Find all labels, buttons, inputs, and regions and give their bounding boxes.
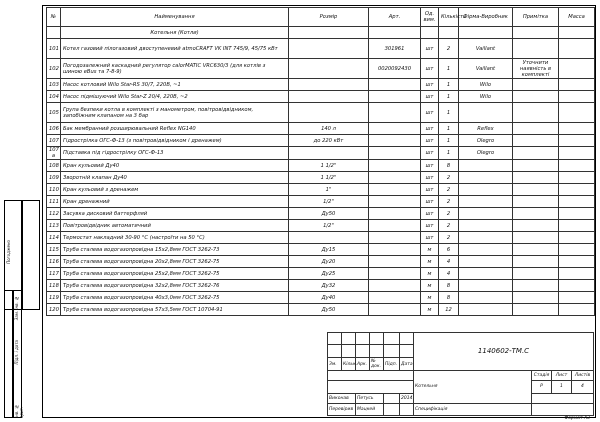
cell-unit: шт [421, 196, 439, 208]
table-row [47, 184, 595, 196]
cell-qty: 1 [439, 103, 459, 123]
cell-unit: м [421, 268, 439, 280]
cell-art [369, 208, 421, 220]
section-title: Котельня (Котли) [61, 27, 289, 39]
cell-maker [459, 280, 513, 292]
cell-maker: Reflex [459, 123, 513, 135]
cell-name: Труба сталева водогазопровідна 32х2,8мм ГОСТ 3262-76 [61, 280, 289, 292]
role-executor: Виконав [328, 393, 356, 403]
cell-size: Ду20 [289, 256, 369, 268]
cell-maker [459, 172, 513, 184]
cell-unit: шт [421, 172, 439, 184]
cell-no: 110 [47, 184, 61, 196]
cell-qty: 2 [439, 184, 459, 196]
cell-note [513, 172, 559, 184]
header-cell: Розмір [289, 8, 369, 27]
cell-note [513, 79, 559, 91]
specification-table [46, 7, 595, 316]
col-header: Арк. [356, 357, 370, 371]
cell-size: 1 1/2" [289, 172, 369, 184]
cell-qty: 2 [439, 196, 459, 208]
cell-size: 1/2" [289, 220, 369, 232]
cell-maker: Vaillant [459, 39, 513, 59]
cell-art [369, 244, 421, 256]
col-header: Зм. [328, 357, 342, 371]
cell-maker: Wilo [459, 91, 513, 103]
cell-unit: шт [421, 220, 439, 232]
cell-mass [559, 196, 595, 208]
cell-no: 106 [47, 123, 61, 135]
cell-art [369, 172, 421, 184]
table-row [47, 280, 595, 292]
table-row [47, 59, 595, 79]
role-checker: Перевірив [328, 403, 356, 415]
title-doc: Специфікація [414, 403, 532, 415]
cell-size: 1/2" [289, 196, 369, 208]
cell-mass [559, 232, 595, 244]
cell-unit: шт [421, 59, 439, 79]
cell-maker [459, 244, 513, 256]
cell-mass [559, 123, 595, 135]
cell-size [289, 147, 369, 160]
cell-note [513, 147, 559, 160]
cell-mass [559, 147, 595, 160]
cell-size [289, 39, 369, 59]
cell-no: 103 [47, 79, 61, 91]
cell-qty: 2 [439, 232, 459, 244]
table-row [47, 172, 595, 184]
cell-art [369, 103, 421, 123]
left-stamp-column [0, 200, 40, 418]
cell-maker [459, 268, 513, 280]
cell-unit: шт [421, 135, 439, 147]
cell-no: 114 [47, 232, 61, 244]
title-main: Котельня [414, 371, 532, 403]
cell-art [369, 91, 421, 103]
cell-maker [459, 256, 513, 268]
sheet-value: 1 [551, 381, 571, 393]
header-cell: № [47, 8, 61, 27]
header-cell: Примітка [513, 8, 559, 27]
cell-maker [459, 232, 513, 244]
header-cell: Кількість [439, 8, 459, 27]
cell-unit: шт [421, 103, 439, 123]
cell-mass [559, 256, 595, 268]
cell-size: до 220 кВт [289, 135, 369, 147]
cell-name: Труба сталева водогазопровідна 57х3,5мм ГОСТ 10704-91 [61, 304, 289, 316]
cell-size [289, 232, 369, 244]
cell-maker [459, 220, 513, 232]
cell-unit: м [421, 304, 439, 316]
cell-size: 140 л [289, 123, 369, 135]
table-row [47, 196, 595, 208]
cell-maker [459, 292, 513, 304]
table-row [47, 123, 595, 135]
cell-art [369, 160, 421, 172]
name-executor: Петусь [356, 393, 384, 403]
table-row [47, 147, 595, 160]
table-row [47, 91, 595, 103]
cell-mass [559, 59, 595, 79]
cell-mass [559, 103, 595, 123]
cell-no: 101 [47, 39, 61, 59]
cell-no: 104 [47, 91, 61, 103]
cell-no: 109 [47, 172, 61, 184]
cell-unit: шт [421, 91, 439, 103]
cell-no: 116 [47, 256, 61, 268]
cell-unit: шт [421, 232, 439, 244]
cell-mass [559, 172, 595, 184]
table-row [47, 268, 595, 280]
cell-no: 112 [47, 208, 61, 220]
cell-note [513, 304, 559, 316]
cell-mass [559, 135, 595, 147]
cell-art: 301961 [369, 39, 421, 59]
cell-qty: 1 [439, 135, 459, 147]
cell-name: Гідрострілка ОГС-Ф-13 (з повітровідвідником і дренажем) [61, 135, 289, 147]
date-executor: 2014 [400, 393, 414, 403]
document-code: 1140602-ТМ.С [414, 333, 594, 371]
sidebar-label: Підп. і дата [14, 340, 19, 365]
cell-size: 1" [289, 184, 369, 196]
cell-note [513, 135, 559, 147]
cell-maker [459, 304, 513, 316]
cell-size: Ду25 [289, 268, 369, 280]
table-row [47, 39, 595, 59]
cell-art [369, 268, 421, 280]
cell-no: 102 [47, 59, 61, 79]
cell-maker: Wilo [459, 79, 513, 91]
cell-name: Термостат накладний 30-90 °С (настроїти на 50 °С) [61, 232, 289, 244]
cell-unit: шт [421, 208, 439, 220]
cell-qty: 2 [439, 39, 459, 59]
col-header: Дата [400, 357, 414, 371]
cell-name: Труба сталева водогазопровідна 20х2,8мм ГОСТ 3262-75 [61, 256, 289, 268]
cell-unit: м [421, 244, 439, 256]
cell-unit: шт [421, 147, 439, 160]
header-row [47, 8, 595, 27]
cell-art [369, 79, 421, 91]
sheets-label: Листів [571, 371, 593, 381]
cell-name: Зворотній клапан Ду40 [61, 172, 289, 184]
cell-name: Насос підмішуючий Wilo Star-Z 20/4, 220В, ~2 [61, 91, 289, 103]
cell-size: 1 1/2" [289, 160, 369, 172]
cell-size [289, 91, 369, 103]
cell-name: Повітровідвідник автоматичний [61, 220, 289, 232]
table-row [47, 244, 595, 256]
cell-qty: 8 [439, 280, 459, 292]
cell-no: 118 [47, 280, 61, 292]
cell-qty: 1 [439, 123, 459, 135]
header-cell: Фірма-Виробник [459, 8, 513, 27]
cell-qty: 6 [439, 244, 459, 256]
col-header: Кільк. [342, 357, 356, 371]
table-row [47, 292, 595, 304]
cell-art [369, 135, 421, 147]
col-header: № док. [370, 357, 384, 371]
cell-note [513, 256, 559, 268]
cell-size [289, 103, 369, 123]
cell-mass [559, 79, 595, 91]
cell-qty: 4 [439, 256, 459, 268]
stage-value: Р [531, 381, 551, 393]
cell-note [513, 280, 559, 292]
cell-size [289, 79, 369, 91]
cell-name: Кран кульовий Ду40 [61, 160, 289, 172]
col-header: Підп. [384, 357, 400, 371]
cell-art [369, 256, 421, 268]
cell-note [513, 39, 559, 59]
cell-qty: 8 [439, 292, 459, 304]
table-row [47, 232, 595, 244]
cell-qty: 2 [439, 220, 459, 232]
header-cell: Масса [559, 8, 595, 27]
sheet-label: Лист [551, 371, 571, 381]
cell-note [513, 160, 559, 172]
header-cell: Од. вим. [421, 8, 439, 27]
cell-maker [459, 160, 513, 172]
cell-art [369, 220, 421, 232]
table-row [47, 256, 595, 268]
cell-unit: м [421, 292, 439, 304]
title-block [327, 332, 594, 416]
cell-maker [459, 184, 513, 196]
cell-art [369, 147, 421, 160]
cell-note [513, 91, 559, 103]
cell-name: Засувка дисковий баттерфляй [61, 208, 289, 220]
cell-name: Котел газовий пілогазовий двоступеневий atmoCRAFT VK INT 745/9, 45/75 кВт [61, 39, 289, 59]
cell-size [289, 59, 369, 79]
cell-no: 119 [47, 292, 61, 304]
cell-unit: шт [421, 123, 439, 135]
cell-maker: Olegro [459, 135, 513, 147]
cell-art: 0020092430 [369, 59, 421, 79]
cell-qty: 2 [439, 172, 459, 184]
cell-unit: м [421, 256, 439, 268]
cell-mass [559, 268, 595, 280]
cell-qty: 12 [439, 304, 459, 316]
cell-art [369, 280, 421, 292]
cell-note [513, 232, 559, 244]
cell-no: 113 [47, 220, 61, 232]
cell-maker: Vaillant [459, 59, 513, 79]
cell-art [369, 292, 421, 304]
table-row [47, 103, 595, 123]
cell-note [513, 244, 559, 256]
table-row [47, 304, 595, 316]
cell-mass [559, 160, 595, 172]
cell-art [369, 232, 421, 244]
signature-executor [384, 393, 400, 403]
stage-label: Стадія [531, 371, 551, 381]
cell-art [369, 304, 421, 316]
cell-art [369, 196, 421, 208]
cell-name: Погодозалежний каскадний регулятор calorMATIC VRC630/3 (для котлів з шиною eBus та 7-8-9) [61, 59, 289, 79]
table-row [47, 135, 595, 147]
cell-mass [559, 208, 595, 220]
cell-mass [559, 280, 595, 292]
cell-mass [559, 292, 595, 304]
cell-mass [559, 304, 595, 316]
cell-art [369, 123, 421, 135]
cell-note [513, 184, 559, 196]
table-row [47, 220, 595, 232]
cell-note [513, 292, 559, 304]
cell-qty: 8 [439, 160, 459, 172]
cell-name: Труба сталева водогазопровідна 15х2,8мм ГОСТ 3262-73 [61, 244, 289, 256]
cell-unit: шт [421, 160, 439, 172]
cell-mass [559, 244, 595, 256]
section-row [47, 27, 595, 39]
cell-note [513, 268, 559, 280]
name-checker: Мацкей [356, 403, 384, 415]
cell-qty: 1 [439, 79, 459, 91]
cell-no: 108 [47, 160, 61, 172]
cell-no: 105 [47, 103, 61, 123]
cell-qty: 1 [439, 147, 459, 160]
table-row [47, 160, 595, 172]
sidebar-label: Погоджено [6, 240, 11, 264]
cell-size: Ду32 [289, 280, 369, 292]
table-row [47, 208, 595, 220]
cell-art [369, 184, 421, 196]
cell-maker: Olegro [459, 147, 513, 160]
cell-mass [559, 184, 595, 196]
cell-maker [459, 103, 513, 123]
sheets-value: 4 [571, 381, 593, 393]
cell-qty: 4 [439, 268, 459, 280]
cell-unit: шт [421, 79, 439, 91]
cell-mass [559, 91, 595, 103]
cell-note [513, 208, 559, 220]
sidebar-label: Зам. інв. № [14, 296, 19, 321]
cell-qty: 1 [439, 91, 459, 103]
sidebar-label: Інв. № ориг. [14, 404, 24, 418]
table-row [47, 79, 595, 91]
cell-name: Труба сталева водогазопровідна 40х3,0мм ГОСТ 3262-75 [61, 292, 289, 304]
header-cell: Арт. [369, 8, 421, 27]
cell-name: Група безпеки котла в комплекті з манометром, повітровідвідником, запобіжним клапаном на 3 бар [61, 103, 289, 123]
cell-maker [459, 208, 513, 220]
cell-qty: 1 [439, 59, 459, 79]
cell-name: Кран дренажний [61, 196, 289, 208]
cell-mass [559, 220, 595, 232]
cell-unit: шт [421, 184, 439, 196]
cell-name: Труба сталева водогазопровідна 25х2,8мм ГОСТ 3262-75 [61, 268, 289, 280]
cell-no: 107 а [47, 147, 61, 160]
cell-no: 115 [47, 244, 61, 256]
cell-note [513, 196, 559, 208]
cell-name: Кран кульовий з дренажем [61, 184, 289, 196]
cell-note [513, 123, 559, 135]
cell-qty: 2 [439, 208, 459, 220]
cell-no: 117 [47, 268, 61, 280]
cell-size: Ду15 [289, 244, 369, 256]
cell-unit: шт [421, 39, 439, 59]
cell-note: Уточнити наявність в комплекті [513, 59, 559, 79]
cell-name: Бак мембранний розширювальний Reflex NG140 [61, 123, 289, 135]
cell-name: Підставка під гідрострілку ОГС-Ф-13 [61, 147, 289, 160]
cell-unit: м [421, 280, 439, 292]
cell-size: Ду40 [289, 292, 369, 304]
cell-mass [559, 39, 595, 59]
cell-no: 120 [47, 304, 61, 316]
cell-note [513, 220, 559, 232]
format-label: Формат А3 [564, 416, 590, 421]
cell-size: Ду50 [289, 208, 369, 220]
cell-name: Насос котловий Wilo Star-RS 30/7, 220В, ~1 [61, 79, 289, 91]
cell-note [513, 103, 559, 123]
cell-no: 111 [47, 196, 61, 208]
header-cell: Найменування [61, 8, 289, 27]
cell-no: 107 [47, 135, 61, 147]
cell-maker [459, 196, 513, 208]
cell-size: Ду50 [289, 304, 369, 316]
